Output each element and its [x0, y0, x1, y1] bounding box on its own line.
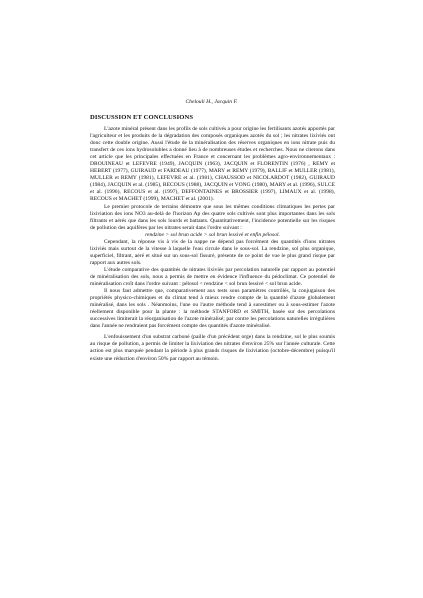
paragraph-1: L'azote minéral présent dans les profils de sols cultivés a pour origine les fertilisants azotés apportés par l'agriculteur et les produits de la dégradation des composés organiques azotés du sol ; les nitrates lixiviés ont donc cette double origine. Aussi l'étude de la minéralisation des réserves organiques en ions nitrate puis du transfert de ces ions hydrosolubles a donné lieu à de nombreuses études et recherches. Nous ne citerons dans cet article que les principales effectuées en France et concernant les problèmes agro-environnementaux : DROUINEAU et LEFEVRE (1949), JACQUIN (1963), JACQUIN et FLORENTIN (1976) , REMY et HEBERT (1977), GUIRAUD et FARDEAU (1977), MARY et REMY (1979), BALLIF et MULLER (1981), MULLER et REMY (1981), LEFEVRE et al. (1981), CHAUSSOD et NICOLARDOT (1982), GUIRAUD (1984), JACQUIN et al. (1985), RECOUS (1988), JACQUIN et VONG (1980), MARY et al. (1996), SULCE et al. (1996), RECOUS et al. (1997), DEFFONTAINES et BROSSIER (1997), LIMAUX et al. (1998), RECOUS et MACHET (1999), MACHET et al. (2001). — [90, 126, 335, 203]
paragraph-2: Le premier protocole de terrains démontre que sous les mêmes conditions climatiques les pertes par lixiviation des ions NO3 au-delà de l'horizon Ap des quatre sols cultivés sont plus importantes dans les sols filtrants et aérés que dans les sols lourds et battants. Quantitativement, l'incidence potentielle sur les risques de pollution des aquifères par les nitrates serait dans l'ordre suivant : — [90, 203, 335, 231]
paragraph-5: Il nous faut admettre que, comparativement aux tests sous paramètres contrôlés, la conjugaison des propriétés physico-chimiques et du climat tend à mieux rendre compte de la quantité d'azote globalement minéralisé, dans les sols . Néanmoins, l'une ou l'autre méthode tend à surestimer ou à sous-estimer l'azote réellement disponible pour la plante : la méthode STANFORD et SMITH, basée sur des percolations successives limiterait la réorganisation de l'azote minéralisé; par contre les percolations naturelles irrégulières dans l'année ne rendraient pas forcément compte des quantités d'azote minéralisé. — [90, 288, 335, 330]
section-heading: DISCUSSION ET CONCLUSIONS — [90, 114, 194, 121]
body-text — [90, 126, 335, 363]
running-head: Chelouli H., Jacquin F. — [185, 99, 238, 105]
soil-order-formula: rendzine > sol brun acide > sol brun lessivé et enfin pélosol. — [145, 231, 280, 238]
paragraph-4: L'étude comparative des quantités de nitrates lixiviés par percolation naturelle par rapport au potentiel de minéralisation des sols, nous a permis de mettre en évidence l'influence du pédoclimat. Ce potentiel de minéralisation croît dans l'ordre suivant : pélosol < rendzine < sol brun lessivé < sol brun acide. — [90, 266, 335, 288]
paragraph-6: L'enfouissement d'un substrat carboné (paille d'un précédent orge) dans la rendzine, sol le plus soumis au risque de pollution, a permis de limiter la lixiviation des nitrates d'environ 25% sur l'année culturale. Cette action est plus marquée pendant la période à plus grands risques de lixiviation (octobre-décembre) puisqu'il existe une réduction d'environ 50% par rapport au témoin. — [90, 334, 335, 362]
paragraph-3: Cependant, la réponse vis à vis de la nappe ne dépend pas forcément des quantités d'ions nitrates lixiviés mais surtout de la vitesse à laquelle l'eau circule dans le sous-sol. La rendzine, sol plus organique, superficiel, filtrant, aéré et situé sur un sous-sol fissuré, présente de ce point de vue le plus grand risque par rapport aux autres sols. — [90, 238, 335, 266]
